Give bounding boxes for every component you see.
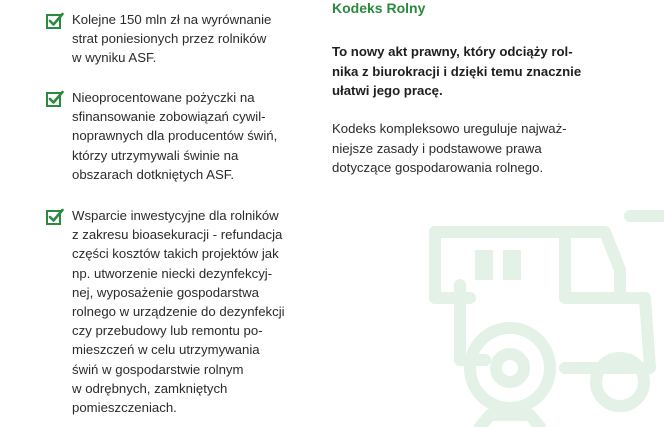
list-item-text: Nieoprocentowane pożyczki na sfinansowanie zobowiązań cywil- noprawnych dla producentów świń, którzy utrzymywali świnie na obszarach dotkniętych ASF.: [72, 90, 278, 182]
list-item-text: Wsparcie inwestycyjne dla rolników z zakresu bioasekuracji - refundacja części kosztów takich projektów jak np. utworzenie niecki dezynfekcyj- nej, wyposażenie gospodarstwa rolnego w urządzenie do dezynfekcji czy przebudowy lub remontu po- mieszczeń w celu utrzymywania świń w gospodarstwie rolnym w odrębnych, zamkniętych pomieszczeniach.: [72, 208, 285, 416]
benefits-list: [0, 0, 330, 427]
section-paragraph: Kodeks kompleksowo ureguluje najważ- niejsze zasady i podstawowe prawa dotyczące gospodarowania rolnego.: [332, 121, 567, 175]
section-heading: Kodeks Rolny: [332, 0, 426, 16]
kodeks-section: [332, 0, 664, 427]
section-lead: To nowy akt prawny, który odciąży rol- nika z biurokracji i dzięki temu znacznie ułatwi jego pracę.: [332, 44, 582, 98]
check-square-icon: [46, 90, 64, 108]
list-item-text: Kolejne 150 mln zł na wyrównanie strat poniesionych przez rolników w wyniku ASF.: [72, 12, 272, 66]
check-square-icon: [46, 208, 64, 226]
check-square-icon: [46, 12, 64, 30]
